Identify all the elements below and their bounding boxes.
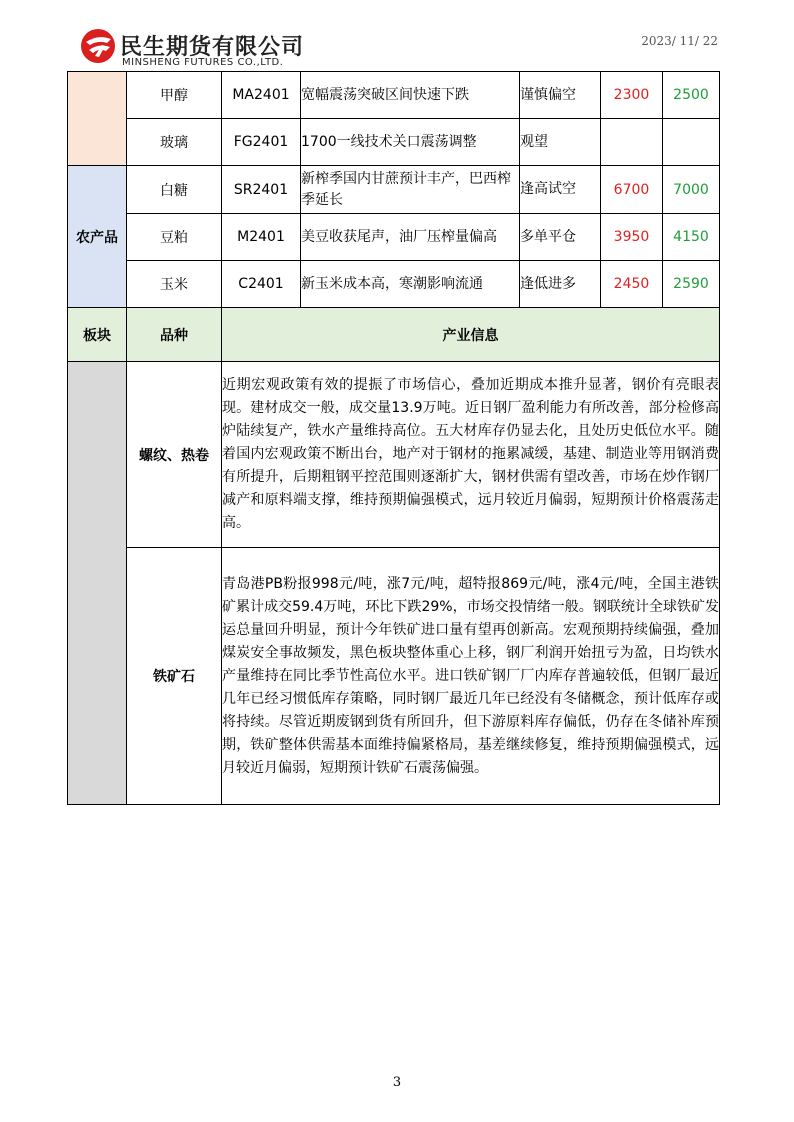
- company-name-cn: 民生期货有限公司: [120, 35, 305, 60]
- support-cell: [601, 119, 663, 166]
- header-industry-info: 产业信息: [222, 308, 720, 362]
- minsheng-logo-icon: [80, 28, 116, 64]
- contract-cell: MA2401: [222, 72, 301, 119]
- header-variety: 品种: [127, 308, 222, 362]
- table-row: [68, 261, 720, 308]
- strategy-cell: 谨慎偏空: [520, 72, 601, 119]
- variety-cell: 玻璃: [127, 119, 222, 166]
- variety-cell: 玉米: [127, 261, 222, 308]
- view-cell: 美豆收获尾声，油厂压榨量偏高: [301, 214, 520, 261]
- table-row: [68, 548, 720, 805]
- strategy-cell: 观望: [520, 119, 601, 166]
- variety-cell: 白糖: [127, 166, 222, 214]
- variety-cell: 螺纹、热卷: [127, 362, 222, 548]
- view-cell: 新玉米成本高，寒潮影响流通: [301, 261, 520, 308]
- support-cell: 2450: [601, 261, 663, 308]
- sector-cell-agri: 农产品: [68, 166, 127, 308]
- table-row: [68, 166, 720, 214]
- resistance-cell: 4150: [663, 214, 720, 261]
- contract-cell: C2401: [222, 261, 301, 308]
- contract-cell: M2401: [222, 214, 301, 261]
- strategy-cell: 逢低进多: [520, 261, 601, 308]
- resistance-cell: 2590: [663, 261, 720, 308]
- support-cell: 6700: [601, 166, 663, 214]
- resistance-cell: [663, 119, 720, 166]
- sector-cell-blank: [68, 72, 127, 166]
- resistance-cell: 7000: [663, 166, 720, 214]
- contract-cell: SR2401: [222, 166, 301, 214]
- table-row: [68, 362, 720, 548]
- resistance-cell: 2500: [663, 72, 720, 119]
- view-cell: 新榨季国内甘蔗预计丰产，巴西榨季延长: [301, 166, 520, 214]
- report-date: 2023/ 11/ 22: [641, 34, 718, 48]
- company-logo: [80, 26, 320, 70]
- industry-info-text: 青岛港PB粉报998元/吨，涨7元/吨，超特报869元/吨，涨4元/吨，全国主港铁矿累计成交59.4万吨，环比下跌29%，市场交投情绪一般。钢联统计全球铁矿发运总量回升明显，预计今年铁矿进口量有望再创新高。宏观预期持续偏强，叠加煤炭安全事故频发，黑色板块整体重心上移，钢厂利润开始扭亏为盈，日均铁水产量维持在同比季节性高位水平。进口铁矿钢厂厂内库存普遍较低，但钢厂最近几年已经习惯低库存策略，同时钢厂最近几年已经没有冬储概念，预计低库存或将持续。尽管近期废钢到货有所回升，但下游原料库存偏低，仍存在冬储补库预期，铁矿整体供需基本面维持偏紧格局，基差继续修复，维持预期偏强模式，远月较近月偏弱，短期预计铁矿石震荡偏强。: [222, 548, 720, 805]
- page-number: 3: [392, 1075, 402, 1090]
- view-cell: 宽幅震荡突破区间快速下跌: [301, 72, 520, 119]
- header-sector: 板块: [68, 308, 127, 362]
- variety-cell: 甲醇: [127, 72, 222, 119]
- variety-cell: 铁矿石: [127, 548, 222, 805]
- contract-cell: FG2401: [222, 119, 301, 166]
- support-cell: 2300: [601, 72, 663, 119]
- info-header-row: [68, 308, 720, 362]
- table-row: [68, 214, 720, 261]
- variety-cell: 豆粕: [127, 214, 222, 261]
- table-row: [68, 119, 720, 166]
- table-row: [68, 72, 720, 119]
- view-cell: 1700一线技术关口震荡调整: [301, 119, 520, 166]
- industry-info-text: 近期宏观政策有效的提振了市场信心，叠加近期成本推升显著，钢价有亮眼表现。建材成交一般，成交量13.9万吨。近日钢厂盈利能力有所改善，部分检修高炉陆续复产，铁水产量维持高位。五大材库存仍显去化，且处历史低位水平。随着国内宏观政策不断出台，地产对于钢材的拖累减缓，基建、制造业等用钢消费有所提升，后期粗钢平控范围则逐渐扩大，钢材供需有望改善，市场在炒作钢厂减产和原料端支撑，维持预期偏强模式，远月较近月偏弱，短期预计价格震荡走高。: [222, 362, 720, 548]
- support-cell: 3950: [601, 214, 663, 261]
- company-name-en: MINSHENG FUTURES CO.,LTD.: [122, 57, 284, 68]
- strategy-cell: 多单平仓: [520, 214, 601, 261]
- strategy-table: [67, 71, 720, 805]
- sector-cell-black: [68, 362, 127, 805]
- strategy-cell: 逢高试空: [520, 166, 601, 214]
